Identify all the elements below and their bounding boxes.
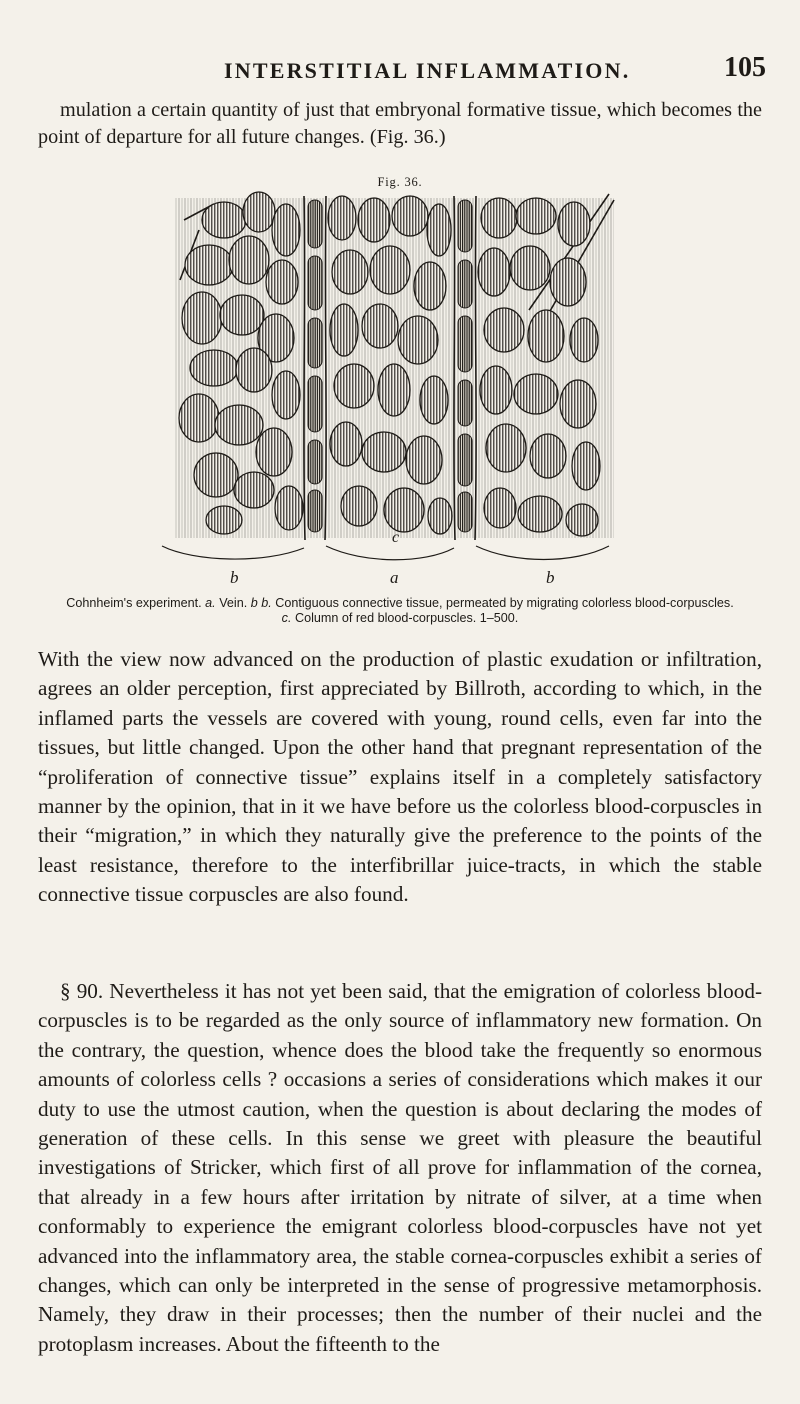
caption-a-letter: a. [205, 596, 216, 610]
body-paragraph-1: With the view now advanced on the production of plastic exudation or infiltration, agrees an older perception, first appreciated by Billroth, according to which, in the inflamed parts the vessels are covered with young, round cells, even far into the tissues, but little changed. Upon the other hand that pregnant representation of the “proliferation of connective tissue” explains itself in a completely satisfactory manner by the opinion, that in it we have before us the colorless blood-corpuscles in their “migration,” in which they naturally give the preference to the points of the least resistance, therefore to the interfibrillar juice-tracts, in which the stable connective tissue corpuscles are also found. [38, 647, 762, 907]
figure-letter-b-left: b [230, 568, 239, 587]
caption-b-text: Contiguous connective tissue, permeated by migrating colorless blood-corpuscles. [275, 596, 734, 610]
figure-letter-c: c [392, 529, 400, 546]
section-number: § 90. [60, 979, 104, 1003]
page-number: 105 [724, 52, 766, 83]
caption-scale: 1–500. [479, 611, 519, 625]
caption-c-text: Column of red blood-corpuscles. [294, 611, 477, 625]
figure-caption [60, 596, 740, 626]
section-90-text: Nevertheless it has not yet been said, that the emigration of colorless blood-corpuscles is to be regarded as the only source of inflammatory new formation. On the contrary, the question, whence does the blood take the frequently so enormous amounts of colorless cells ? occasions a series of considerations which makes it our duty to use the utmost caution, when the question is about declaring the modes of generation of these cells. In this sense we greet with pleasure the beautiful investigations of Stricker, which first of all prove for inflammation of the cornea, that already in a few hours after irritation by nitrate of silver, at a time when conformably to experience the emigrant colorless blood-corpuscles have not yet advanced into the inflammatory area, the stable cornea-corpuscles exhibit a series of changes, which can only be interpreted in the sense of progressive metamorphosis. Namely, they draw in their processes; then the number of their nuclei and the protoplasm increases. About the fifteenth to the [38, 979, 763, 1356]
body-paragraph-2 [38, 977, 762, 1359]
caption-c-letter: c. [281, 611, 292, 625]
running-title: INTERSTITIAL INFLAMMATION. [224, 58, 631, 83]
caption-b-letters: b b. [250, 596, 272, 610]
intro-paragraph: mulation a certain quantity of just that embryonal formative tissue, which becomes the point of departure for all future changes. (Fig. 36.) [38, 99, 762, 148]
caption-title: Cohnheim's experiment. [66, 596, 202, 610]
figure-label: Fig. 36. [377, 175, 423, 189]
figure-letter-b-right: b [546, 568, 555, 587]
caption-a-text: Vein. [219, 596, 248, 610]
figure-illustration [154, 190, 634, 590]
figure-letter-a: a [390, 568, 399, 587]
running-head [0, 52, 800, 86]
